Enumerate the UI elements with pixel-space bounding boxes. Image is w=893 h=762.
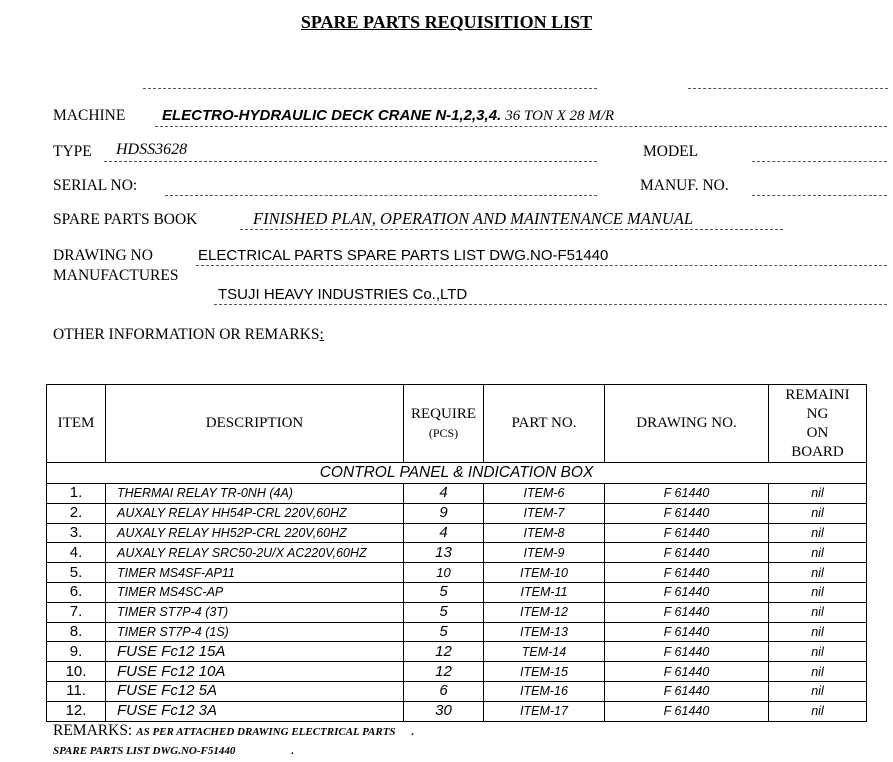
remarks [53,722,414,740]
drawing-label: DRAWING NO [53,247,153,264]
remarks-second-line [53,741,294,759]
require-cell: 10 [404,563,484,583]
manufactures-line [214,304,887,305]
table-row [47,484,867,504]
item-cell: 11. [47,681,106,701]
blank-line [143,88,597,89]
item-cell: 9. [47,642,106,662]
blank-line [688,88,888,89]
require-cell: 13 [404,543,484,563]
require-cell: 12 [404,662,484,682]
require-cell: 4 [404,484,484,504]
header-remaining-l4: BOARD [791,443,844,460]
remarks-line1: AS PER ATTACHED DRAWING ELECTRICAL PARTS [136,726,396,738]
manuf-no-line [752,195,887,196]
part-no-cell: ITEM-17 [484,701,605,721]
part-no-cell: ITEM-7 [484,503,605,523]
remaining-cell: nil [769,701,867,721]
part-no-cell: ITEM-8 [484,523,605,543]
header-remaining-l1: REMAINI [785,386,850,403]
machine-capacity: 36 TON X 28 M/R [505,108,615,124]
drawing-no-cell: F 61440 [605,563,769,583]
remaining-cell: nil [769,563,867,583]
model-line [752,161,887,162]
parts-table [46,384,867,722]
manufactures-value: TSUJI HEAVY INDUSTRIES Co.,LTD [218,286,468,303]
description-cell: AUXALY RELAY HH52P-CRL 220V,60HZ [106,523,404,543]
part-no-cell: ITEM-15 [484,662,605,682]
drawing-no-cell: F 61440 [605,543,769,563]
require-cell: 30 [404,701,484,721]
drawing-value: ELECTRICAL PARTS SPARE PARTS LIST DWG.NO-F51440 [198,247,609,264]
description-cell: AUXALY RELAY SRC50-2U/X AC220V,60HZ [106,543,404,563]
header-item: ITEM [47,385,106,463]
header-part-no: PART NO. [484,385,605,463]
item-cell: 6. [47,582,106,602]
part-no-cell: ITEM-9 [484,543,605,563]
remarks-line2-end: . [291,745,295,757]
item-cell: 1. [47,484,106,504]
table-row [47,582,867,602]
drawing-no-cell: F 61440 [605,622,769,642]
remaining-cell: nil [769,582,867,602]
remarks-label: REMARKS: [53,722,133,739]
part-no-cell: ITEM-11 [484,582,605,602]
table-row [47,622,867,642]
remaining-cell: nil [769,642,867,662]
remaining-cell: nil [769,622,867,642]
description-cell: TIMER ST7P-4 (3T) [106,602,404,622]
type-line [104,161,597,162]
header-remaining-l2: NG [806,405,829,422]
require-cell: 4 [404,523,484,543]
manuf-no-label: MANUF. NO. [640,177,729,194]
drawing-no-cell: F 61440 [605,523,769,543]
remaining-cell: nil [769,503,867,523]
part-no-cell: ITEM-12 [484,602,605,622]
require-cell: 9 [404,503,484,523]
table-row [47,701,867,721]
require-cell: 6 [404,681,484,701]
book-line [240,229,783,230]
require-cell: 5 [404,602,484,622]
header-require-label: REQUIRE [411,405,476,422]
drawing-no-cell: F 61440 [605,484,769,504]
remaining-cell: nil [769,523,867,543]
part-no-cell: ITEM-16 [484,681,605,701]
header-remaining-l3: ON [806,424,829,441]
remaining-cell: nil [769,662,867,682]
manufactures-label: MANUFACTURES [53,267,179,284]
type-label: TYPE [53,143,92,160]
item-cell: 2. [47,503,106,523]
item-cell: 12. [47,701,106,721]
remaining-cell: nil [769,681,867,701]
remaining-cell: nil [769,602,867,622]
table-row [47,602,867,622]
part-no-cell: ITEM-10 [484,563,605,583]
item-cell: 8. [47,622,106,642]
item-cell: 5. [47,563,106,583]
header-remaining [769,385,867,463]
machine-label: MACHINE [53,107,126,124]
part-no-cell: ITEM-6 [484,484,605,504]
item-cell: 3. [47,523,106,543]
require-cell: 5 [404,582,484,602]
remaining-cell: nil [769,484,867,504]
serial-label: SERIAL NO: [53,177,138,194]
other-info-colon: : [319,326,324,343]
header-require [404,385,484,463]
description-cell: FUSE Fc12 10A [106,662,404,682]
table-row [47,563,867,583]
other-info-text: OTHER INFORMATION OR REMARKS [53,326,320,343]
description-cell: FUSE Fc12 3A [106,701,404,721]
table-row [47,543,867,563]
require-cell: 12 [404,642,484,662]
table-row [47,662,867,682]
remarks-line2: SPARE PARTS LIST DWG.NO-F51440 [53,745,236,757]
header-description: DESCRIPTION [106,385,404,463]
table-row [47,642,867,662]
description-cell: AUXALY RELAY HH54P-CRL 220V,60HZ [106,503,404,523]
require-cell: 5 [404,622,484,642]
item-cell: 4. [47,543,106,563]
description-cell: FUSE Fc12 15A [106,642,404,662]
serial-line [165,195,597,196]
section-title: CONTROL PANEL & INDICATION BOX [47,463,867,484]
table-row [47,503,867,523]
type-value: HDSS3628 [116,141,188,158]
drawing-line [196,265,887,266]
description-cell: TIMER MS4SF-AP11 [106,563,404,583]
description-cell: TIMER MS4SC-AP [106,582,404,602]
page-title: SPARE PARTS REQUISITION LIST [300,12,593,32]
header-require-unit: (PCS) [428,425,459,440]
book-value: FINISHED PLAN, OPERATION AND MAINTENANCE MANUAL [253,209,693,228]
drawing-no-cell: F 61440 [605,662,769,682]
book-label: SPARE PARTS BOOK [53,211,198,228]
table-row [47,681,867,701]
part-no-cell: ITEM-13 [484,622,605,642]
machine-name: ELECTRO-HYDRAULIC DECK CRANE N-1,2,3,4. [162,107,502,124]
drawing-no-cell: F 61440 [605,602,769,622]
machine-value [162,107,614,125]
table-row [47,523,867,543]
drawing-no-cell: F 61440 [605,582,769,602]
other-info-label [53,326,324,344]
description-cell: THERMAI RELAY TR-0NH (4A) [106,484,404,504]
remaining-cell: nil [769,543,867,563]
drawing-no-cell: F 61440 [605,642,769,662]
model-label: MODEL [643,143,699,160]
part-no-cell: TEM-14 [484,642,605,662]
remarks-line1-end: . [411,726,415,738]
table-header-row [47,385,867,463]
drawing-no-cell: F 61440 [605,681,769,701]
description-cell: FUSE Fc12 5A [106,681,404,701]
drawing-no-cell: F 61440 [605,503,769,523]
header-drawing-no: DRAWING NO. [605,385,769,463]
machine-line [155,126,887,127]
item-cell: 10. [47,662,106,682]
item-cell: 7. [47,602,106,622]
description-cell: TIMER ST7P-4 (1S) [106,622,404,642]
section-row [47,463,867,484]
drawing-no-cell: F 61440 [605,701,769,721]
